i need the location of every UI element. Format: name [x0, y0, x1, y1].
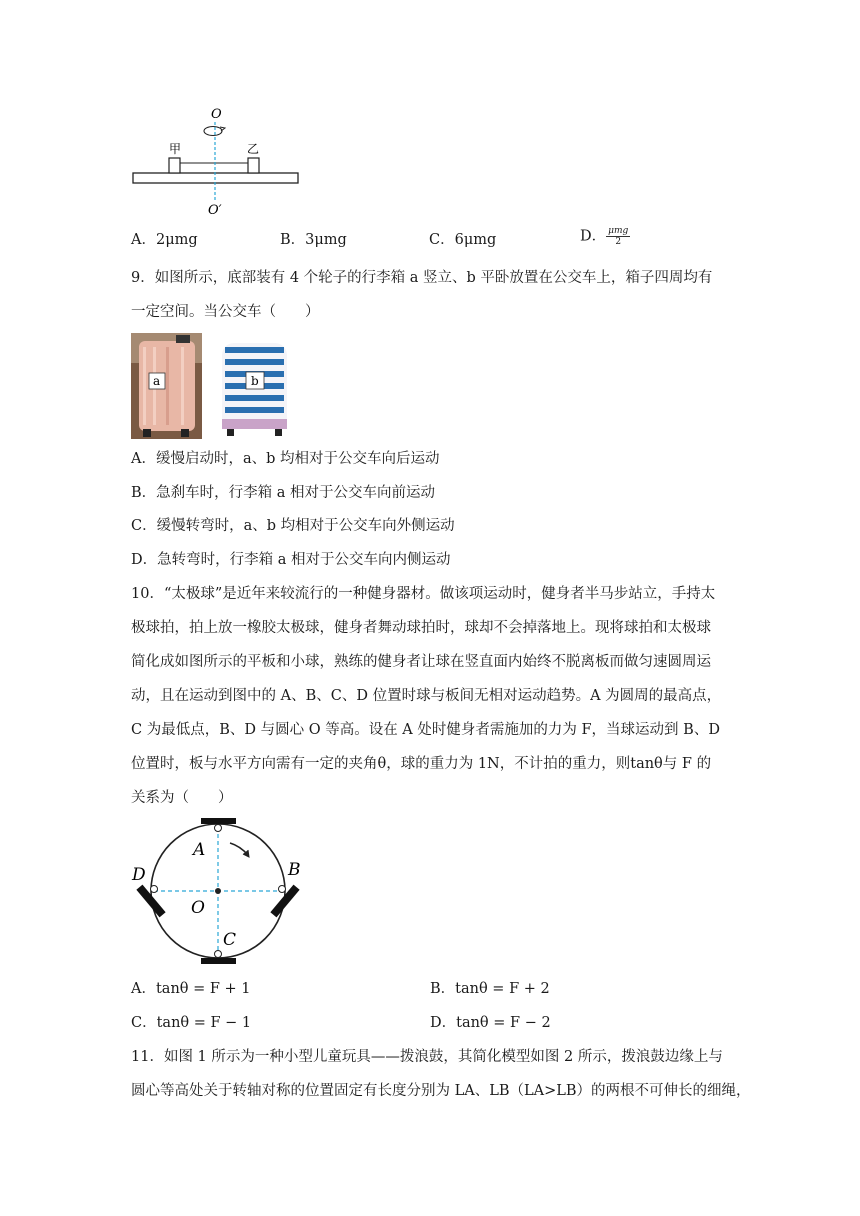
ball-d	[151, 886, 158, 893]
label-yi: 乙	[247, 142, 260, 156]
q10-line3: 简化成如图所示的平板和小球，熟练的健身者让球在竖直面内始终不脱离板而做匀速圆周运	[131, 654, 711, 670]
q10-option-b[interactable]: B．tanθ = F + 2	[430, 981, 550, 997]
q10-line4: 动，且在运动到图中的 A、B、C、D 位置时球与板间无相对运动趋势。A 为圆周的最高点，	[131, 688, 722, 704]
q8-option-d-prefix: D．	[580, 228, 607, 245]
label-c: C	[223, 930, 237, 950]
q10-line2: 极球拍，拍上放一橡胶太极球，健身者舞动球拍时，球却不会掉落地上。现将球拍和太极球	[131, 620, 711, 636]
q9-option-d[interactable]: D．急转弯时，行李箱 a 相对于公交车向内侧运动	[131, 552, 451, 568]
photo-a-label: a	[153, 374, 161, 388]
q11-line2: 圆心等高处关于转轴对称的位置固定有长度分别为 LA、LB（LA>LB）的两根不可伸长的细绳，	[131, 1083, 751, 1099]
q10-line1: 10．“太极球”是近年来较流行的一种健身器材。做该项运动时，健身者半马步站立，手持太	[131, 586, 716, 602]
ball-a	[215, 825, 222, 832]
center-point	[215, 888, 221, 894]
block-jia	[169, 158, 180, 173]
q11-line1: 11．如图 1 所示为一种小型儿童玩具——拨浪鼓，其简化模型如图 2 所示，拨浪鼓边缘上与	[131, 1049, 723, 1065]
q10-option-d[interactable]: D．tanθ = F − 2	[430, 1015, 551, 1031]
rotation-arrow-icon	[204, 127, 222, 136]
q8-option-a[interactable]: A．2μmg	[131, 232, 198, 248]
q8-figure	[128, 100, 303, 220]
paddle-a	[201, 818, 236, 824]
block-yi	[248, 158, 259, 173]
label-jia: 甲	[169, 142, 182, 156]
paddle-c	[201, 958, 236, 964]
q10-option-a[interactable]: A．tanθ = F + 1	[131, 981, 251, 997]
q8-option-b[interactable]: B．3μmg	[280, 232, 347, 248]
label-d: D	[132, 865, 146, 885]
q10-line6: 位置时，板与水平方向需有一定的夹角θ，球的重力为 1N，不计拍的重力，则tanθ与 F 的	[131, 756, 712, 772]
q10-option-c[interactable]: C．tanθ = F − 1	[131, 1015, 252, 1031]
label-o-prime: O′	[208, 203, 222, 218]
ball-c	[215, 951, 222, 958]
label-o: O	[211, 107, 222, 122]
q8-option-d-fraction: $\frac{\text{μmg}}{2}$	[608, 226, 629, 247]
q9-stem-line2: 一定空间。当公交车（ ）	[131, 304, 320, 320]
photo-suitcase-a	[131, 333, 202, 439]
q9-stem-line1: 9．如图所示，底部装有 4 个轮子的行李箱 a 竖立、b 平卧放置在公交车上，箱子四周均有	[131, 270, 713, 286]
q8-option-c[interactable]: C．6μmg	[429, 232, 497, 248]
ball-b	[279, 886, 286, 893]
label-a: A	[193, 840, 206, 860]
q10-line5: C 为最低点，B、D 与圆心 O 等高。设在 A 处时健身者需施加的力为 F，当球运动到 B、D	[131, 722, 720, 738]
q9-option-a[interactable]: A．缓慢启动时，a、b 均相对于公交车向后运动	[131, 451, 440, 467]
photo-b-label: b	[251, 374, 259, 388]
photo-suitcase-b	[217, 333, 292, 439]
q9-option-b[interactable]: B．急刹车时，行李箱 a 相对于公交车向前运动	[131, 485, 436, 501]
q10-figure	[128, 815, 318, 970]
label-b: B	[288, 860, 301, 880]
q10-line7: 关系为（ ）	[131, 790, 233, 806]
q9-option-c[interactable]: C．缓慢转弯时，a、b 均相对于公交车向外侧运动	[131, 518, 455, 534]
label-o: O	[191, 898, 205, 918]
q8-option-d[interactable]	[580, 226, 630, 247]
